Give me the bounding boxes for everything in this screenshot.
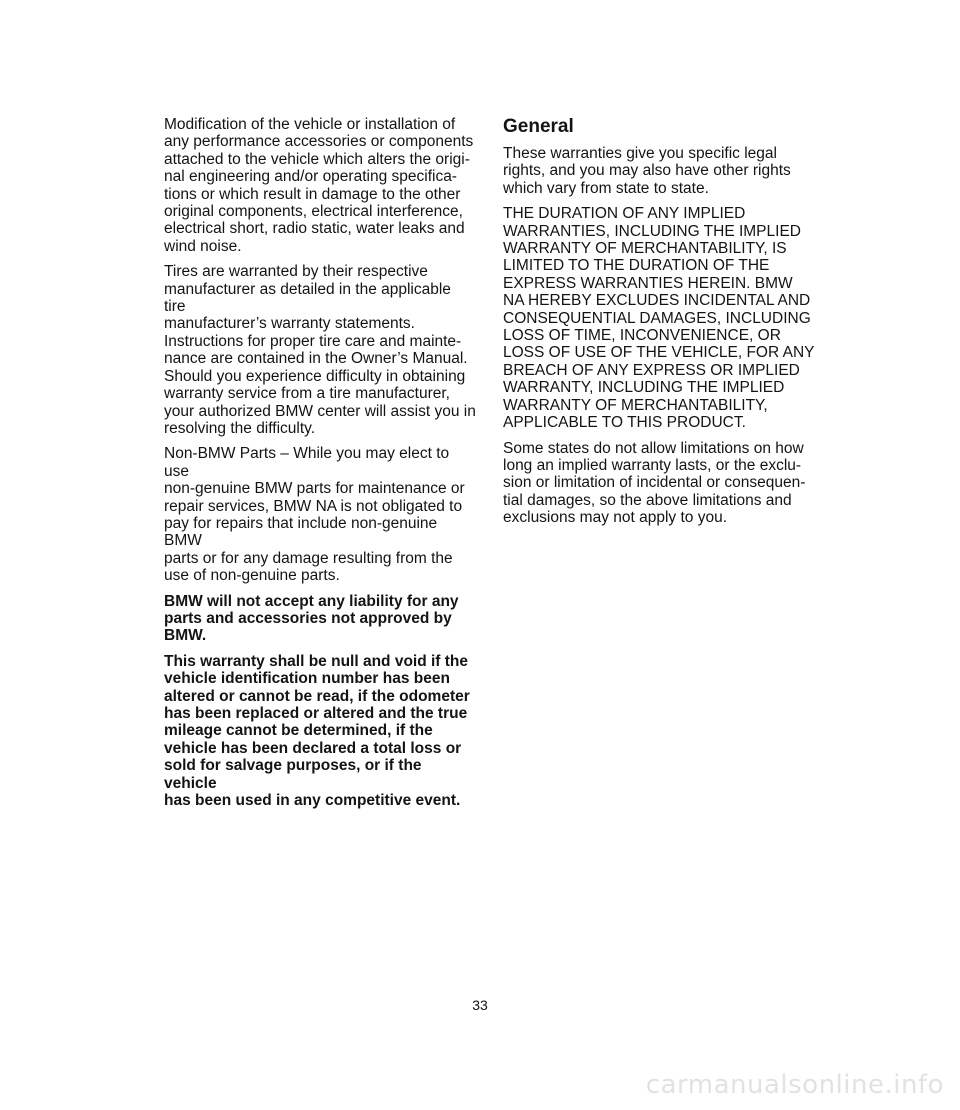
paragraph-state-limitations: Some states do not allow limitations on how long an implied warranty lasts, or the exclu- sion or limitation of incidental or consequen- tial damages, so the above limitations and exclusions may not apply to you. [503, 439, 806, 527]
watermark: carmanualsonline.info [645, 1070, 944, 1100]
section-heading-general: General [503, 116, 574, 137]
paragraph-liability-notice: BMW will not accept any liability for any parts and accessories not approved by BMW. [164, 592, 459, 645]
paragraph-modification: Modification of the vehicle or installation of any performance accessories or components attached to the vehicle which alters the origi- nal engineering and/or operating specifica- tions or which result in damage to the other original components, electrical interference, electrical short, radio static, water leaks and wind noise. [164, 116, 474, 255]
paragraph-legal-rights: These warranties give you specific legal rights, and you may also have other rights which vary from state to state. [503, 145, 791, 197]
left-column [164, 116, 476, 817]
paragraph-tires: Tires are warranted by their respective manufacturer as detailed in the applicable tire manufacturer’s warranty statements. Instructions for proper tire care and mainte- nance are contained in the Owner’s Manual. Should you experience difficulty in obtaining warranty service from a tire manufacturer, your authorized BMW center will assist you in resolving the difficulty. [164, 263, 476, 437]
page-number: 33 [472, 997, 488, 1013]
paragraph-non-bmw-parts: Non-BMW Parts – While you may elect to use non-genuine BMW parts for maintenance or repair services, BMW NA is not obligated to pay for repairs that include non-genuine BMW parts or for any damage resulting from the use of non-genuine parts. [164, 445, 465, 585]
right-column [503, 116, 815, 535]
paragraph-void-conditions: This warranty shall be null and void if the vehicle identification number has been altered or cannot be read, if the odometer has been replaced or altered and the true mileage cannot be determined, if the vehicle has been declared a total loss or sold for salvage purposes, or if the vehicle has been used in any competitive event. [164, 652, 470, 810]
paragraph-implied-warranty-duration: THE DURATION OF ANY IMPLIED WARRANTIES, INCLUDING THE IMPLIED WARRANTY OF MERCHANTABILITY, IS LIMITED TO THE DURATION OF THE EXPRESS WARRANTIES HEREIN. BMW NA HEREBY EXCLUDES INCIDENTAL AND CONSEQUENTIAL DAMAGES, INCLUDING LOSS OF TIME, INCONVENIENCE, OR LOSS OF USE OF THE VEHICLE, FOR ANY BREACH OF ANY EXPRESS OR IMPLIED WARRANTY, INCLUDING THE IMPLIED WARRANTY OF MERCHANTABILITY, APPLICABLE TO THIS PRODUCT. [503, 205, 815, 432]
